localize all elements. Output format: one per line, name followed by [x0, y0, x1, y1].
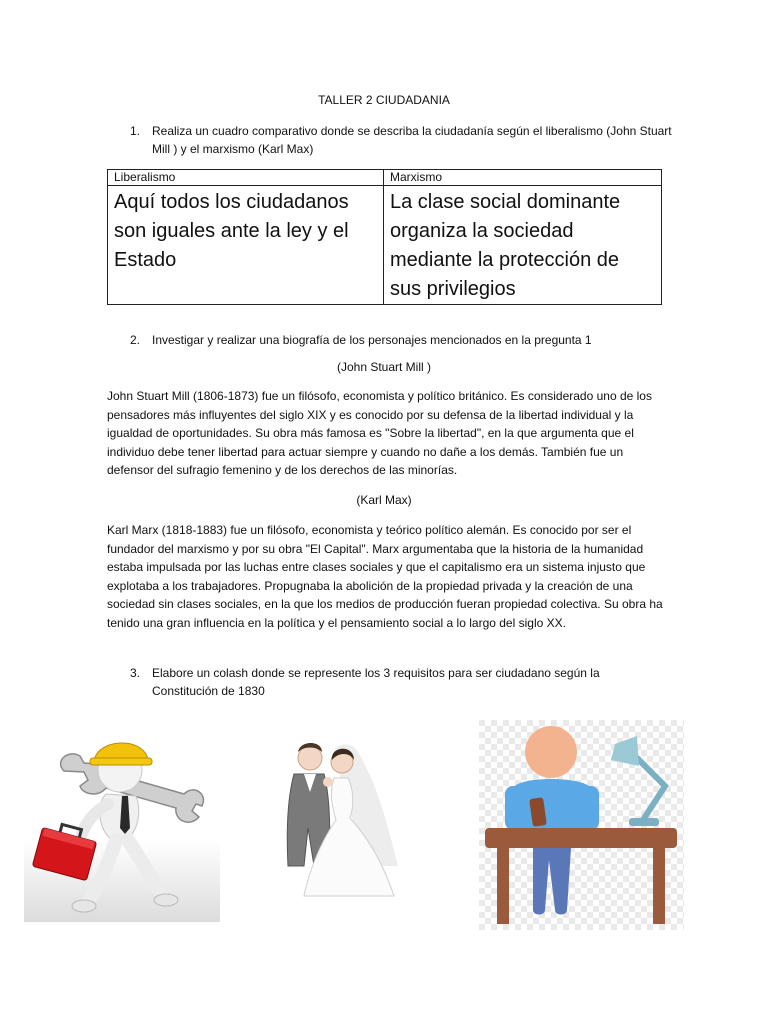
cell-liberalismo: Aquí todos los ciudadanos son iguales ante la ley y el Estado: [108, 186, 384, 305]
question-2: [130, 331, 672, 349]
bio-text-marx: Karl Marx (1818-1883) fue un filósofo, economista y teórico político alemán. Es conocido por ser el fundador del marxismo y por su obra "El Capital". Marx argumentaba que la historia de la humanidad estaba impulsada por las luchas entre clases sociales y que el capitalismo era un sistema injusto que explotaba a los trabajadores. Propugnaba la abolición de la propiedad privada y la creación de una sociedad sin clases sociales, en la que los medios de producción fueran propiedad colectiva. Su obra ha tenido una gran influencia en la política y el pensamiento social a lo largo del siglo XX.: [107, 523, 663, 630]
person-at-desk-icon: [479, 720, 684, 930]
worker-figure-icon: [24, 716, 220, 922]
question-number: 2.: [130, 333, 141, 347]
question-3: [130, 664, 652, 700]
wedding-couple-icon: [238, 716, 424, 908]
cell-marxismo: La clase social dominante organiza la sociedad mediante la protección de sus privilegios: [384, 186, 662, 305]
question-text: Elabore un colash donde se represente los 3 requisitos para ser ciudadano según la Constitución de 1830: [152, 666, 600, 698]
question-number: 3.: [130, 666, 141, 680]
document-title: TALLER 2 CIUDADANIA: [318, 93, 450, 107]
bio-heading-mill: (John Stuart Mill ): [336, 360, 432, 374]
question-1: [130, 122, 672, 158]
bio-heading-marx: (Karl Max): [356, 493, 412, 507]
table-row: [108, 186, 662, 305]
header-marxismo: Marxismo: [384, 170, 662, 186]
bio-text-mill: John Stuart Mill (1806-1873) fue un filósofo, economista y político británico. Es considerado uno de los pensadores más influyentes del siglo XIX y es conocido por su defensa de la libertad individual y la igualdad de oportunidades. Su obra más famosa es "Sobre la libertad", en la que argumenta que el individuo debe tener libertad para actuar siempre y cuando no dañe a los demás. También fue un defensor del sufragio femenino y de los derechos de las minorías.: [107, 389, 652, 478]
header-liberalismo: Liberalismo: [108, 170, 384, 186]
table-header-row: [108, 170, 662, 186]
question-number: 1.: [130, 124, 141, 138]
question-text: Realiza un cuadro comparativo donde se describa la ciudadanía según el liberalismo (John Stuart Mill ) y el marxismo (Karl Max): [152, 124, 672, 156]
question-text: Investigar y realizar una biografía de los personajes mencionados en la pregunta 1: [152, 333, 592, 347]
comparison-table: [107, 169, 662, 305]
